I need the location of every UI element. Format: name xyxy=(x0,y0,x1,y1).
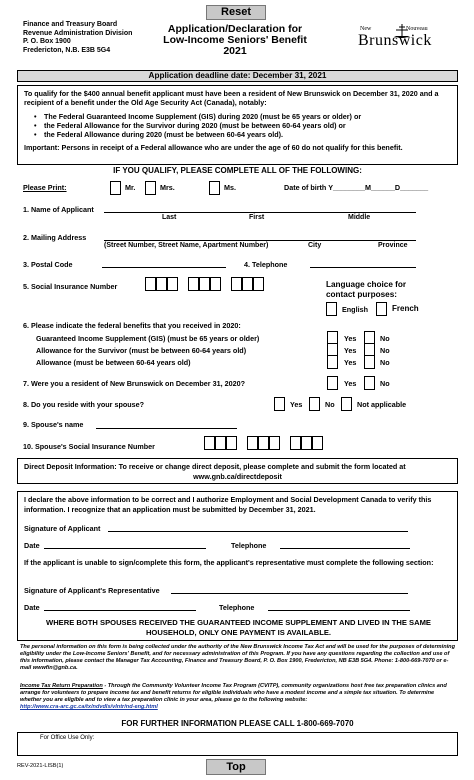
reset-button[interactable]: Reset xyxy=(206,5,266,20)
name-field[interactable] xyxy=(104,212,416,213)
yes-label: Yes xyxy=(344,346,357,355)
list-item: • the Federal Allowance for the Survivor during 2020 (must be between 60-64 years old) or xyxy=(34,121,451,130)
french-label: French xyxy=(392,304,419,313)
survivor-label: Allowance for the Survivor (must be between 60-64 years old) xyxy=(36,346,247,355)
form-code: REV-2021-LISB(1) xyxy=(17,763,64,769)
street-label: (Street Number, Street Name, Apartment Number) xyxy=(104,242,269,249)
date-label: Date xyxy=(24,603,40,612)
postal-field[interactable] xyxy=(102,267,226,268)
mrs-checkbox[interactable] xyxy=(145,181,156,195)
no-label: No xyxy=(380,358,390,367)
allowance-no-checkbox[interactable] xyxy=(364,355,375,369)
address-label: 2. Mailing Address xyxy=(23,233,87,242)
list-item: • The Federal Guaranteed Income Supplement (GIS) during 2020 (must be 65 years or older) or xyxy=(34,112,451,121)
not-applicable-label: Not applicable xyxy=(357,400,407,409)
name-label: 1. Name of Applicant xyxy=(23,205,94,214)
rep-telephone-field[interactable] xyxy=(268,610,410,611)
province-label: Province xyxy=(378,242,408,249)
postal-label: 3. Postal Code xyxy=(23,260,73,269)
spouse-no-checkbox[interactable] xyxy=(309,397,320,411)
no-label: No xyxy=(325,400,335,409)
rep-signature-label: Signature of Applicant's Representative xyxy=(24,586,160,595)
declaration-text: I declare the above information to be correct and I authorize Employment and Social Development Canada to verify this information. I recognize that an application must be submitted by December 31, 2021. xyxy=(24,495,432,514)
language-title: Language choice for contact purposes: xyxy=(326,280,407,299)
not-applicable-checkbox[interactable] xyxy=(341,397,352,411)
office-use-box xyxy=(17,732,458,756)
deposit-link[interactable]: www.gnb.ca/directdeposit xyxy=(193,471,282,481)
address-field[interactable] xyxy=(104,240,416,241)
office-use-label: For Office Use Only: xyxy=(40,735,95,741)
telephone-label: 4. Telephone xyxy=(244,260,288,269)
telephone-field[interactable] xyxy=(310,267,416,268)
no-label: No xyxy=(380,379,390,388)
please-print-label: Please Print: xyxy=(23,183,67,192)
gis-label: Guaranteed Income Supplement (GIS) (must be 65 years or older) xyxy=(36,334,260,343)
yes-label: Yes xyxy=(344,358,357,367)
mrs-label: Mrs. xyxy=(160,183,175,192)
eligibility-list xyxy=(34,112,451,140)
signature-field[interactable] xyxy=(108,531,408,532)
direct-deposit-box: Direct Deposit Information: To receive or change direct deposit, please complete and submit the form located at www.gnb.ca/directdeposit xyxy=(17,458,458,484)
telephone-field[interactable] xyxy=(280,548,410,549)
important-note: Important: Persons in receipt of a Federal allowance who are under the age of 60 do not qualify for this benefit. xyxy=(24,143,403,153)
ms-label: Ms. xyxy=(224,183,236,192)
resident-no-checkbox[interactable] xyxy=(364,376,375,390)
french-checkbox[interactable] xyxy=(376,302,387,316)
spouses-note: WHERE BOTH SPOUSES RECEIVED THE GUARANTEED INCOME SUPPLEMENT AND LIVED IN THE SAME HOUSEHOLD, ONLY ONE PAYMENT IS AVAILABLE. xyxy=(46,618,431,637)
no-label: No xyxy=(380,346,390,355)
yes-label: Yes xyxy=(344,334,357,343)
top-button[interactable]: Top xyxy=(206,759,266,775)
no-label: No xyxy=(380,334,390,343)
representative-note: If the applicant is unable to sign/complete this form, the applicant's representative must complete the following section: xyxy=(24,558,434,567)
nb-logo: New Nouveau Brunswick xyxy=(358,22,438,50)
allowance-yes-checkbox[interactable] xyxy=(327,355,338,369)
yes-label: Yes xyxy=(290,400,303,409)
sin-label: 5. Social Insurance Number xyxy=(23,282,118,291)
last-label: Last xyxy=(162,214,177,221)
first-label: First xyxy=(249,214,265,221)
sin-boxes[interactable] xyxy=(145,277,315,291)
date-label: Date xyxy=(24,541,40,550)
english-checkbox[interactable] xyxy=(326,302,337,316)
spouse-question: 8. Do you reside with your spouse? xyxy=(23,400,145,409)
further-info: FOR FURTHER INFORMATION PLEASE CALL 1-800-669-7070 xyxy=(121,719,354,728)
allowance-label: Allowance (must be between 60-64 years old) xyxy=(36,358,191,367)
privacy-notice: The personal information on this form is being collected under the authority of the New Brunswick Income Tax Act and will be used for the purposes of determining eligibility under the Low-Income Seniors' Benefit, and for necessary administration of this Program. If you have any questions regarding the collection and use of this information, please contact the Manager Tax Accounting, Finance and Treasury Board, P. O. Box 1900, Fredericton, NB E3B 5G4. Phone: 1-800-669-7070 or e-mail wwwfin@gnb.ca. xyxy=(20,644,456,671)
date-of-birth[interactable]: Date of birth Y________M______D_______ xyxy=(284,183,429,192)
spouse-sin-boxes[interactable] xyxy=(204,436,374,450)
cvitp-link[interactable]: http://www.cra-arc.gc.ca/tx/ndvdls/vlntr/nd-eng.html xyxy=(20,703,158,710)
eligibility-box xyxy=(17,85,458,165)
spouse-name-field[interactable] xyxy=(96,428,237,429)
resident-question: 7. Were you a resident of New Brunswick on December 31, 2020? xyxy=(23,379,245,388)
signature-label: Signature of Applicant xyxy=(24,524,101,533)
benefits-question: 6. Please indicate the federal benefits that you received in 2020: xyxy=(23,321,241,330)
ms-checkbox[interactable] xyxy=(209,181,220,195)
yes-label: Yes xyxy=(344,379,357,388)
city-label: City xyxy=(308,242,322,249)
declaration-box xyxy=(17,491,458,641)
date-field[interactable] xyxy=(44,548,206,549)
office-address: Finance and Treasury Board Revenue Administration Division P. O. Box 1900 Fredericton, N.B. E3B 5G4 xyxy=(23,21,133,54)
deadline-banner: Application deadline date: December 31, 2021 xyxy=(17,70,458,82)
spouse-yes-checkbox[interactable] xyxy=(274,397,285,411)
eligibility-intro: To qualify for the $400 annual benefit applicant must have been a resident of New Brunswick on December 31, 2020 and a recipient of a benefit under the Old Age Security Act (Canada), notably: xyxy=(24,89,439,108)
rep-signature-field[interactable] xyxy=(171,593,408,594)
mr-label: Mr. xyxy=(125,183,136,192)
spouse-name-label: 9. Spouse's name xyxy=(23,420,84,429)
rep-date-field[interactable] xyxy=(44,610,196,611)
telephone-label: Telephone xyxy=(231,541,267,550)
resident-yes-checkbox[interactable] xyxy=(327,376,338,390)
english-label: English xyxy=(342,305,368,314)
mr-checkbox[interactable] xyxy=(110,181,121,195)
form-title: Application/Declaration for Low-Income Seniors' Benefit 2021 xyxy=(163,23,307,57)
spouse-sin-label: 10. Spouse's Social Insurance Number xyxy=(23,442,155,451)
telephone-label: Telephone xyxy=(219,603,255,612)
qualify-banner: IF YOU QUALIFY, PLEASE COMPLETE ALL OF THE FOLLOWING: xyxy=(113,166,362,175)
middle-label: Middle xyxy=(348,214,371,221)
cvitp-notice: Income Tax Return Preparation - Through the Community Volunteer Income Tax Program (CVITP), community organizations host free tax preparation clinics and arrange for volunteers to prepare income tax and benefit returns for eligible individuals who have a modest income and a simple tax situation. To determine whether you are eligible and to view a tax preparation clinic in your area, please go to the following website: http://www.cra-arc.gc.ca/tx/ndvdls/vlntr/nd-eng.html xyxy=(20,683,456,711)
list-item: • the Federal Allowance during 2020 (must be between 60-64 years old). xyxy=(34,130,451,139)
